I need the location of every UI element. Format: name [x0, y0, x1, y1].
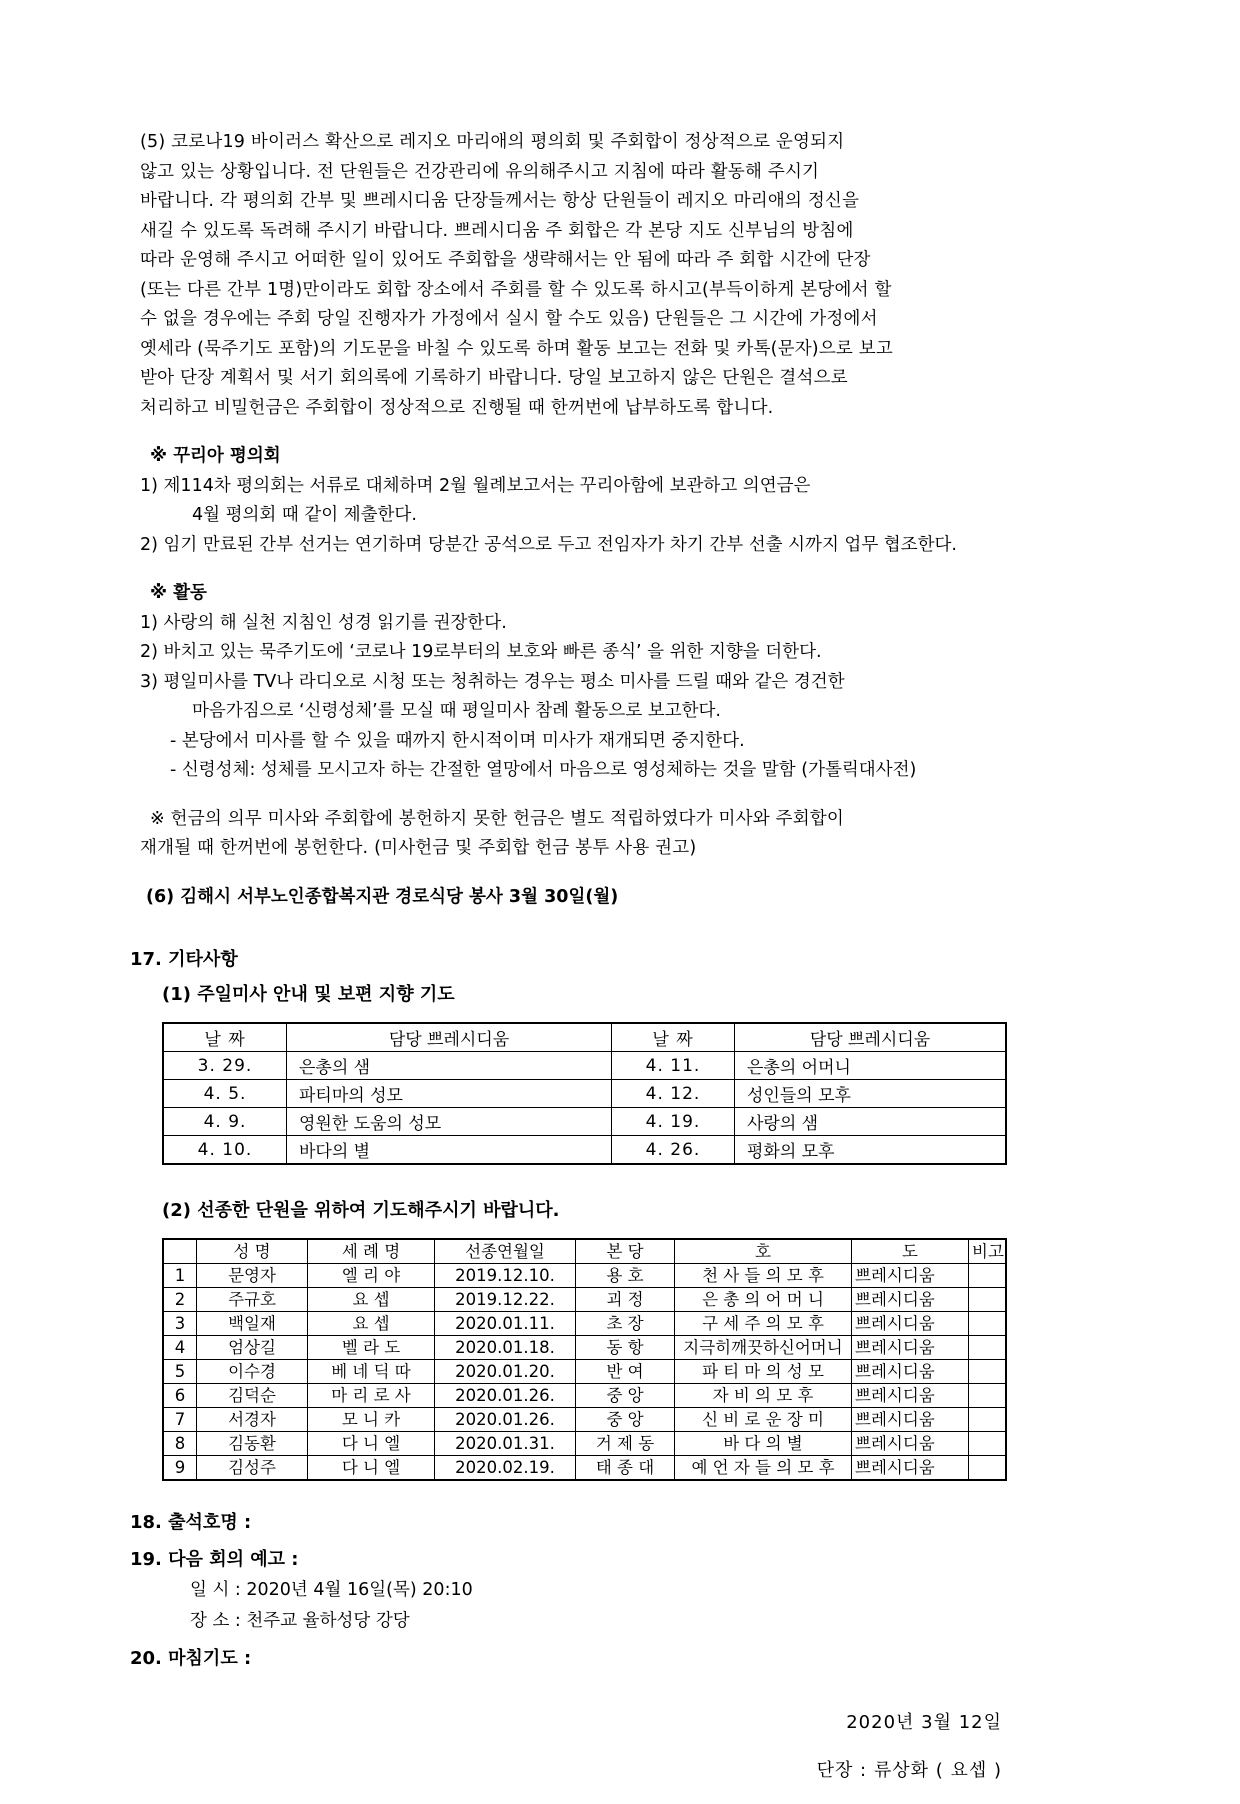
activity-section	[140, 579, 1020, 786]
paragraph-line: 따라 운영해 주시고 어떠한 일이 있어도 주회합을 생략해서는 안 됨에 따라 주 회합 시간에 단장	[140, 250, 871, 270]
section-18-title: 18. 출석호명 :	[130, 1512, 252, 1533]
activity-item: 3) 평일미사를 TV나 라디오로 시청 또는 청취하는 경우는 평소 미사를 드릴 때와 같은 경건한	[140, 671, 845, 692]
cell-presidium-name: 천 사 들 의 모 후	[675, 1264, 852, 1288]
activity-item: 2) 바치고 있는 묵주기도에 ‘코로나 19로부터의 보호와 빠른 종식’ 을 위한 지향을 더한다.	[140, 642, 822, 662]
cell-death-date: 2020.01.26.	[435, 1408, 576, 1432]
paragraph-item-5	[140, 128, 1020, 423]
cell-date: 4. 10.	[163, 1136, 287, 1165]
cell-death-date: 2020.01.11.	[435, 1312, 576, 1336]
curia-heading: ※ 꾸리아 평의회	[150, 446, 281, 466]
activity-subitem: - 본당에서 미사를 할 수 있을 때까지 한시적이며 미사가 재개되면 중지한다.	[170, 730, 745, 751]
paragraph-line: (5) 코로나19 바이러스 확산으로 레지오 마리애의 평의회 및 주회합이 정상적으로 운영되지	[140, 132, 845, 152]
offering-line: ※ 헌금의 의무 미사와 주회합에 봉헌하지 못한 헌금은 별도 적립하였다가 미사와 주회합이	[150, 808, 845, 829]
table-row	[163, 1136, 1006, 1165]
cell-no: 8	[163, 1432, 197, 1456]
cell-baptismal-name: 엘 리 야	[308, 1264, 435, 1288]
paragraph-line: (또는 다른 간부 1명)만이라도 회합 장소에서 주회를 할 수 있도록 하시고(부득이하게 본당에서 할	[140, 279, 892, 300]
cell-no: 4	[163, 1336, 197, 1360]
curia-item-continued: 4월 평의회 때 같이 제출한다.	[192, 505, 417, 525]
curia-section	[140, 442, 1020, 560]
section-17-sub1: (1) 주일미사 안내 및 보편 지향 기도	[162, 984, 455, 1005]
footer-signature: 단장 : 류상화 ( 요셉 )	[816, 1760, 1002, 1781]
document-content	[130, 128, 1020, 1804]
cell-note	[969, 1360, 1007, 1384]
cell-date: 4. 9.	[163, 1108, 287, 1136]
table-header-row	[163, 1023, 1006, 1052]
column-header-do: 도	[852, 1239, 969, 1264]
cell-note	[969, 1288, 1007, 1312]
table-row	[163, 1432, 1006, 1456]
cell-date: 4. 11.	[612, 1052, 735, 1080]
footer-date: 2020년 3월 12일	[846, 1712, 1002, 1733]
column-header-presidium-2: 담당 쁘레시디움	[735, 1023, 1007, 1052]
column-header-no	[163, 1239, 197, 1264]
cell-baptismal-name: 베 네 딕 따	[308, 1360, 435, 1384]
table-row	[163, 1312, 1006, 1336]
table-header-row	[163, 1239, 1006, 1264]
cell-name: 김덕순	[197, 1384, 308, 1408]
cell-death-date: 2020.01.20.	[435, 1360, 576, 1384]
activity-heading: ※ 활동	[150, 583, 207, 603]
cell-parish: 태 종 대	[576, 1456, 675, 1481]
section-20	[130, 1643, 1020, 1674]
paragraph-line: 옛세라 (묵주기도 포함)의 기도문을 바칠 수 있도록 하며 활동 보고는 전화 및 카톡(문자)으로 보고	[140, 338, 894, 359]
cell-death-date: 2019.12.22.	[435, 1288, 576, 1312]
cell-name: 백일재	[197, 1312, 308, 1336]
column-header-name: 성 명	[197, 1239, 308, 1264]
column-header-date-1: 날 짜	[163, 1023, 287, 1052]
column-header-ho: 호	[675, 1239, 852, 1264]
table-row	[163, 1384, 1006, 1408]
cell-no: 1	[163, 1264, 197, 1288]
paragraph-line: 받아 단장 계획서 및 서기 회의록에 기록하기 바랍니다. 당일 보고하지 않은 단원은 결석으로	[140, 368, 848, 388]
column-header-date-2: 날 짜	[612, 1023, 735, 1052]
column-header-note: 비고	[969, 1239, 1007, 1264]
cell-presidium: 사랑의 샘	[735, 1108, 1007, 1136]
cell-presidium-name: 구 세 주 의 모 후	[675, 1312, 852, 1336]
cell-presidium-name: 파 티 마 의 성 모	[675, 1360, 852, 1384]
cell-presidium: 영원한 도움의 성모	[287, 1108, 612, 1136]
cell-note	[969, 1312, 1007, 1336]
cell-death-date: 2019.12.10.	[435, 1264, 576, 1288]
cell-date: 4. 12.	[612, 1080, 735, 1108]
cell-parish: 반 여	[576, 1360, 675, 1384]
cell-parish: 동 항	[576, 1336, 675, 1360]
table-row	[163, 1052, 1006, 1080]
document-footer	[140, 1708, 1020, 1786]
cell-name: 주규호	[197, 1288, 308, 1312]
cell-date: 3. 29.	[163, 1052, 287, 1080]
cell-parish: 중 앙	[576, 1384, 675, 1408]
cell-presidium-name: 은 총 의 어 머 니	[675, 1288, 852, 1312]
cell-date: 4. 26.	[612, 1136, 735, 1165]
cell-presidium-name: 신 비 로 운 장 미	[675, 1408, 852, 1432]
table-row	[163, 1408, 1006, 1432]
table-row	[163, 1456, 1006, 1481]
section-17	[130, 944, 1020, 1481]
cell-parish: 괴 정	[576, 1288, 675, 1312]
offering-line: 재개될 때 한꺼번에 봉헌한다. (미사헌금 및 주회합 헌금 봉투 사용 권고)	[140, 838, 697, 858]
cell-death-date: 2020.02.19.	[435, 1456, 576, 1481]
cell-name: 문영자	[197, 1264, 308, 1288]
cell-death-date: 2020.01.18.	[435, 1336, 576, 1360]
cell-name: 이수경	[197, 1360, 308, 1384]
cell-presidium-label: 쁘레시디움	[852, 1264, 969, 1288]
cell-presidium: 은총의 어머니	[735, 1052, 1007, 1080]
paragraph-item-6	[140, 883, 1020, 913]
column-header-presidium-1: 담당 쁘레시디움	[287, 1023, 612, 1052]
cell-presidium-name: 바 다 의 별	[675, 1432, 852, 1456]
cell-baptismal-name: 요 셉	[308, 1312, 435, 1336]
cell-note	[969, 1264, 1007, 1288]
cell-parish: 거 제 동	[576, 1432, 675, 1456]
cell-presidium: 은총의 샘	[287, 1052, 612, 1080]
cell-presidium: 성인들의 모후	[735, 1080, 1007, 1108]
curia-item: 1) 제114차 평의회는 서류로 대체하며 2월 월례보고서는 꾸리아함에 보관하고 의연금은	[140, 475, 811, 496]
section-17-title: 17. 기타사항	[130, 949, 238, 970]
cell-baptismal-name: 요 셉	[308, 1288, 435, 1312]
deceased-members-table	[162, 1238, 1007, 1481]
cell-baptismal-name: 다 니 엘	[308, 1432, 435, 1456]
cell-parish: 초 장	[576, 1312, 675, 1336]
cell-presidium-label: 쁘레시디움	[852, 1432, 969, 1456]
table-row	[163, 1080, 1006, 1108]
cell-name: 엄상길	[197, 1336, 308, 1360]
cell-presidium-label: 쁘레시디움	[852, 1360, 969, 1384]
cell-parish: 중 앙	[576, 1408, 675, 1432]
offering-duty-section	[140, 805, 1020, 864]
section-18	[130, 1507, 1020, 1538]
cell-baptismal-name: 마 리 로 사	[308, 1384, 435, 1408]
cell-no: 5	[163, 1360, 197, 1384]
activity-item-continued: 마음가짐으로 ‘신령성체’를 모실 때 평일미사 참례 활동으로 보고한다.	[192, 701, 721, 721]
cell-presidium-label: 쁘레시디움	[852, 1384, 969, 1408]
cell-presidium: 바다의 별	[287, 1136, 612, 1165]
cell-no: 9	[163, 1456, 197, 1481]
cell-no: 3	[163, 1312, 197, 1336]
cell-note	[969, 1336, 1007, 1360]
column-header-parish: 본 당	[576, 1239, 675, 1264]
cell-presidium-name: 지극히깨끗하신어머니	[675, 1336, 852, 1360]
cell-death-date: 2020.01.31.	[435, 1432, 576, 1456]
table-row	[163, 1336, 1006, 1360]
column-header-death-date: 선종연월일	[435, 1239, 576, 1264]
section-20-title: 20. 마침기도 :	[130, 1648, 252, 1669]
cell-presidium-label: 쁘레시디움	[852, 1312, 969, 1336]
cell-baptismal-name: 다 니 엘	[308, 1456, 435, 1481]
cell-presidium-label: 쁘레시디움	[852, 1408, 969, 1432]
cell-note	[969, 1456, 1007, 1481]
activity-subitem: - 신령성체: 성체를 모시고자 하는 간절한 열망에서 마음으로 영성체하는 것을 말함 (가톨릭대사전)	[170, 760, 917, 780]
column-header-baptismal-name: 세 례 명	[308, 1239, 435, 1264]
section-19	[130, 1544, 1020, 1637]
cell-presidium: 파티마의 성모	[287, 1080, 612, 1108]
paragraph-line: 수 없을 경우에는 주회 당일 진행자가 가정에서 실시 할 수도 있음) 단원들은 그 시간에 가정에서	[140, 309, 878, 329]
section-19-datetime: 일 시 : 2020년 4월 16일(목) 20:10	[190, 1580, 473, 1600]
table-row	[163, 1264, 1006, 1288]
cell-note	[969, 1408, 1007, 1432]
paragraph-line: 처리하고 비밀헌금은 주회합이 정상적으로 진행될 때 한꺼번에 납부하도록 합니다.	[140, 397, 774, 418]
cell-presidium-label: 쁘레시디움	[852, 1456, 969, 1481]
cell-presidium-name: 자 비 의 모 후	[675, 1384, 852, 1408]
cell-death-date: 2020.01.26.	[435, 1384, 576, 1408]
table-row	[163, 1288, 1006, 1312]
cell-presidium-label: 쁘레시디움	[852, 1288, 969, 1312]
cell-name: 서경자	[197, 1408, 308, 1432]
cell-no: 7	[163, 1408, 197, 1432]
curia-item: 2) 임기 만료된 간부 선거는 연기하며 당분간 공석으로 두고 전임자가 차기 간부 선출 시까지 업무 협조한다.	[140, 534, 957, 555]
paragraph-line: 새길 수 있도록 독려해 주시기 바랍니다. 쁘레시디움 주 회합은 각 본당 지도 신부님의 방침에	[140, 220, 854, 241]
cell-presidium-label: 쁘레시디움	[852, 1336, 969, 1360]
section-19-location: 장 소 : 천주교 율하성당 강당	[190, 1611, 410, 1631]
cell-presidium-name: 예 언 자 들 의 모 후	[675, 1456, 852, 1481]
cell-name: 김성주	[197, 1456, 308, 1481]
cell-date: 4. 5.	[163, 1080, 287, 1108]
cell-baptismal-name: 벨 라 도	[308, 1336, 435, 1360]
cell-note	[969, 1384, 1007, 1408]
paragraph-line: 않고 있는 상황입니다. 전 단원들은 건강관리에 유의해주시고 지침에 따라 활동해 주시기	[140, 161, 820, 182]
section-19-title: 19. 다음 회의 예고 :	[130, 1549, 299, 1570]
table-row	[163, 1108, 1006, 1136]
cell-parish: 용 호	[576, 1264, 675, 1288]
cell-note	[969, 1432, 1007, 1456]
cell-name: 김동환	[197, 1432, 308, 1456]
cell-baptismal-name: 모 니 카	[308, 1408, 435, 1432]
cell-date: 4. 19.	[612, 1108, 735, 1136]
paragraph-line: 바랍니다. 각 평의회 간부 및 쁘레시디움 단장들께서는 항상 단원들이 레지오 마리애의 정신을	[140, 191, 860, 211]
item-6-text: (6) 김해시 서부노인종합복지관 경로식당 봉사 3월 30일(월)	[146, 886, 619, 907]
cell-no: 2	[163, 1288, 197, 1312]
activity-item: 1) 사랑의 해 실천 지침인 성경 읽기를 권장한다.	[140, 612, 507, 633]
cell-no: 6	[163, 1384, 197, 1408]
table-row	[163, 1360, 1006, 1384]
sunday-mass-table	[162, 1022, 1007, 1165]
cell-presidium: 평화의 모후	[735, 1136, 1007, 1165]
section-17-sub2: (2) 선종한 단원을 위하여 기도해주시기 바랍니다.	[162, 1200, 560, 1221]
